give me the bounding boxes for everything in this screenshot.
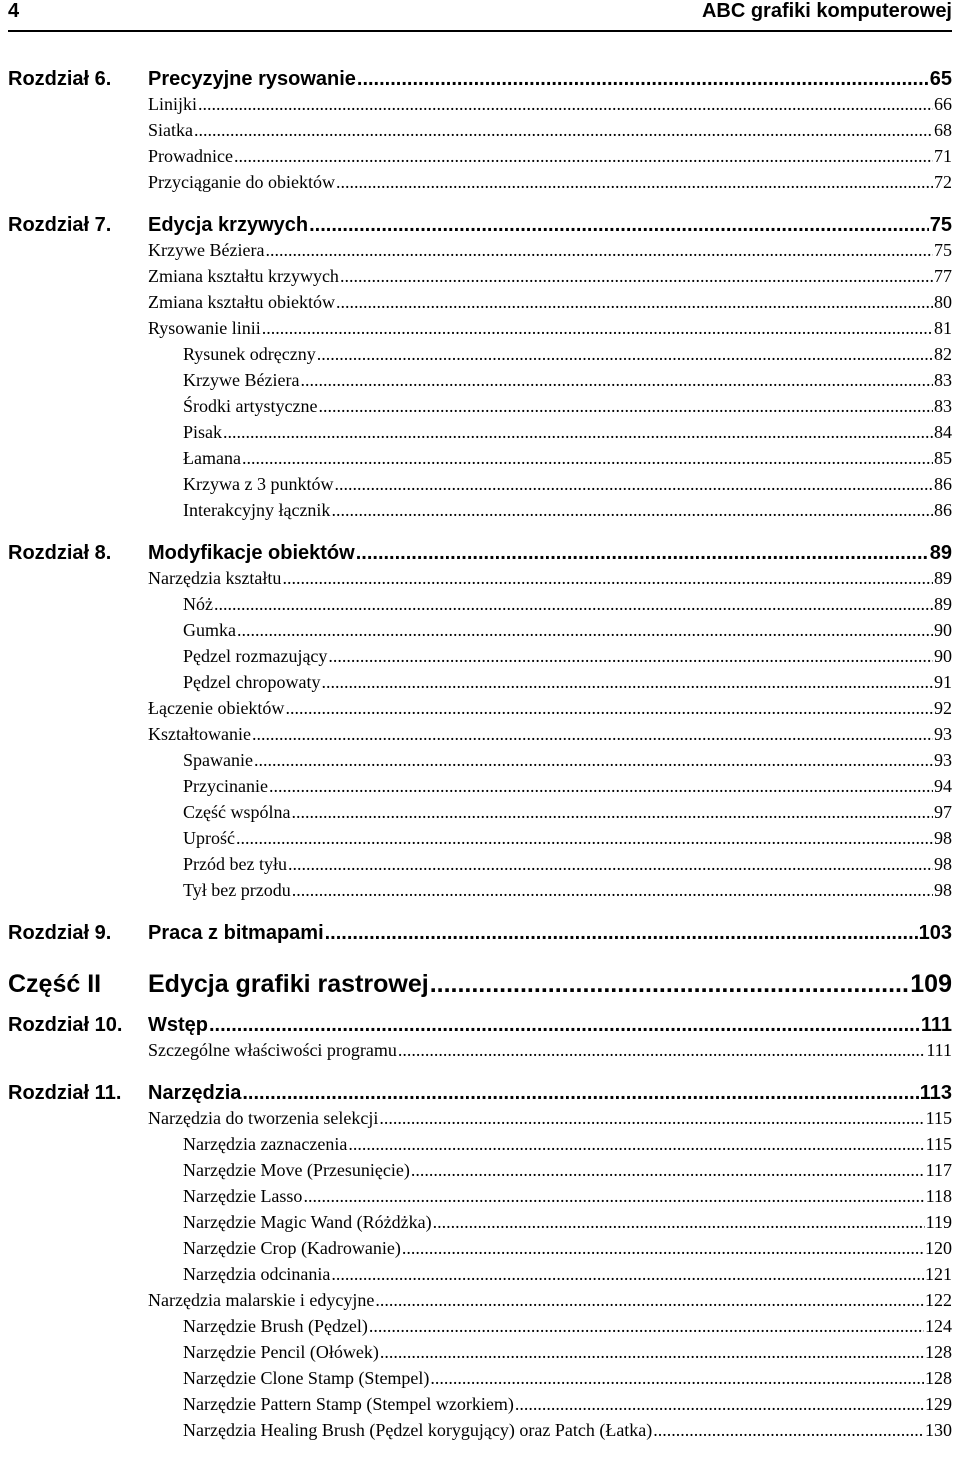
toc-page-number: 97 [934,802,952,822]
toc-page-number: 80 [934,292,952,312]
toc-page-number: 71 [934,146,952,166]
dot-leader [237,620,933,641]
toc-title: Narzędzia zaznaczenia [183,1134,348,1154]
dot-leader [269,776,933,797]
toc-title: Środki artystyczne [183,396,318,416]
toc-title: Nóż [183,594,213,614]
toc-title: Krzywe Béziera [148,240,265,260]
toc-page-number: 93 [934,750,952,770]
book-title: ABC grafiki komputerowej [701,0,952,22]
toc-title: Edycja grafiki rastrowej [148,970,429,998]
toc-page-number: 115 [925,1108,952,1128]
toc-title: Narzędzia kształtu [148,568,282,588]
toc-entry [8,1160,952,1186]
toc-page-number: 118 [925,1186,952,1206]
toc-title: Praca z bitmapami [148,922,324,944]
dot-leader [262,318,933,339]
toc-title: Rysunek odręczny [183,344,316,364]
toc-entry [8,474,952,500]
dot-leader [252,724,933,745]
toc-label: Część II [8,970,102,998]
toc-page-number: 75 [934,240,952,260]
dot-leader [236,828,933,849]
toc-title: Linijki [148,94,197,114]
toc-page-number: 103 [918,922,952,944]
toc-entry [8,698,952,724]
toc-page-number: 129 [925,1394,952,1414]
toc-page-number: 109 [910,970,952,998]
toc-entry [8,396,952,422]
toc-title: Przycinanie [183,776,268,796]
toc-title: Narzędzie Brush (Pędzel) [183,1316,368,1336]
dot-leader [242,448,933,469]
dot-leader [331,1264,924,1285]
toc-page-number: 83 [934,396,952,416]
toc-page-number: 68 [934,120,952,140]
dot-leader [223,422,933,443]
dot-leader [433,1212,925,1233]
dot-leader [317,344,933,365]
toc-page-number: 111 [920,1014,952,1036]
dot-leader [331,500,933,521]
toc-entry [8,802,952,828]
toc-page-number: 94 [934,776,952,796]
toc-title: Krzywe Béziera [183,370,300,390]
toc-entry [8,120,952,146]
toc-page-number: 82 [934,344,952,364]
toc-page-number: 111 [926,1040,952,1060]
toc-title: Narzędzie Clone Stamp (Stempel) [183,1368,430,1388]
toc-page-number: 115 [925,1134,952,1154]
toc-entry [8,1394,952,1420]
toc-page-number: 72 [934,172,952,192]
toc-page-number: 91 [934,672,952,692]
toc-entry [8,344,952,370]
dot-leader [411,1160,925,1181]
toc-title: Narzędzie Pattern Stamp (Stempel wzorkiem) [183,1394,514,1414]
dot-leader [380,1342,924,1363]
toc-title: Interakcyjny łącznik [183,500,331,520]
toc-entry [8,568,952,594]
toc-title: Siatka [148,120,193,140]
toc-title: Narzędzia [148,1082,242,1104]
toc-entry [8,172,952,198]
dot-leader [194,120,933,141]
toc-page-number: 92 [934,698,952,718]
dot-leader [234,146,933,167]
toc-entry [8,146,952,172]
toc-title: Uprość [183,828,235,848]
dot-leader [325,922,918,945]
toc-title: Wstęp [148,1014,208,1036]
toc-entry [8,500,952,526]
dot-leader [265,240,933,261]
page-number: 4 [8,0,20,22]
toc-entry [8,1134,952,1160]
toc-page-number: 120 [925,1238,952,1258]
toc-title: Edycja krzywych [148,214,309,236]
toc-title: Narzędzia odcinania [183,1264,331,1284]
dot-leader [242,1082,918,1105]
dot-leader [291,802,933,823]
toc-title: Pisak [183,422,223,442]
dot-leader [309,214,929,237]
toc-page-number: 89 [929,542,952,564]
toc-entry [8,724,952,750]
toc-page-number: 66 [934,94,952,114]
dot-leader [321,672,933,693]
toc-title: Przód bez tyłu [183,854,287,874]
dot-leader [336,172,933,193]
toc-page-number: 117 [925,1160,952,1180]
toc-title: Gumka [183,620,236,640]
toc-chapter [8,214,952,240]
dot-leader [515,1394,924,1415]
toc-entry [8,318,952,344]
dot-leader [369,1316,924,1337]
toc-title: Zmiana kształtu obiektów [148,292,335,312]
toc-title: Narzędzie Crop (Kadrowanie) [183,1238,401,1258]
dot-leader [198,94,933,115]
toc-entry [8,1212,952,1238]
toc-entry [8,1316,952,1342]
toc-title: Pędzel chropowaty [183,672,321,692]
toc-title: Pędzel rozmazujący [183,646,328,666]
toc-entry [8,1420,952,1446]
toc-page-number: 86 [934,474,952,494]
toc-chapter [8,1014,952,1040]
toc-entry [8,776,952,802]
dot-leader [318,396,933,417]
toc-entry [8,646,952,672]
toc-title: Narzędzie Move (Przesunięcie) [183,1160,410,1180]
toc-entry [8,750,952,776]
toc-entry [8,422,952,448]
toc-entry [8,672,952,698]
toc-title: Kształtowanie [148,724,251,744]
toc-entry [8,292,952,318]
toc-entry [8,1290,952,1316]
toc-entry [8,828,952,854]
toc-chapter [8,922,952,948]
toc-chapter [8,68,952,94]
toc-page-number: 83 [934,370,952,390]
toc-title: Krzywa z 3 punktów [183,474,334,494]
toc-title: Zmiana kształtu krzywych [148,266,339,286]
toc-title: Narzędzie Pencil (Ołówek) [183,1342,379,1362]
toc-page-number: 98 [934,854,952,874]
toc-title: Szczególne właściwości programu [148,1040,397,1060]
toc-page-number: 93 [934,724,952,744]
toc-title: Narzędzie Magic Wand (Różdżka) [183,1212,432,1232]
dot-leader [402,1238,924,1259]
toc-page-number: 90 [934,646,952,666]
toc-page-number: 86 [934,500,952,520]
toc-page-number: 89 [934,568,952,588]
toc-entry [8,594,952,620]
toc-title: Narzędzia do tworzenia selekcji [148,1108,379,1128]
dot-leader [379,1108,924,1129]
toc-title: Modyfikacje obiektów [148,542,355,564]
toc-page-number: 90 [934,620,952,640]
toc-entry [8,1186,952,1212]
page-header [8,0,952,32]
toc-entry [8,1264,952,1290]
dot-leader [303,1186,924,1207]
dot-leader [430,1368,924,1389]
toc-entry [8,1108,952,1134]
toc-entry [8,1238,952,1264]
dot-leader [430,970,910,999]
toc-page-number: 85 [934,448,952,468]
toc-page-number: 77 [934,266,952,286]
toc-chapter [8,542,952,568]
toc-page-number: 84 [934,422,952,442]
dot-leader [285,698,933,719]
toc-page-number: 65 [929,68,952,90]
dot-leader [357,68,929,91]
toc-title: Łączenie obiektów [148,698,285,718]
toc-chapter [8,1082,952,1108]
toc-title: Tył bez przodu [183,880,291,900]
toc-page-number: 75 [929,214,952,236]
toc-entry [8,370,952,396]
toc-entry [8,1040,952,1066]
toc-title: Łamana [183,448,241,468]
toc-entry [8,448,952,474]
toc-label: Rozdział 9. [8,922,112,944]
dot-leader [300,370,933,391]
toc-label: Rozdział 7. [8,214,112,236]
dot-leader [334,474,933,495]
toc-label: Rozdział 10. [8,1014,123,1036]
toc-page-number: 81 [934,318,952,338]
toc-entry [8,240,952,266]
toc-label: Rozdział 8. [8,542,112,564]
toc-title: Narzędzie Lasso [183,1186,303,1206]
toc-entry [8,1342,952,1368]
toc-entry [8,854,952,880]
dot-leader [292,880,933,901]
toc-page-number: 130 [925,1420,952,1440]
dot-leader [356,542,929,565]
dot-leader [340,266,933,287]
toc-part [8,970,952,996]
toc-title: Narzędzia Healing Brush (Pędzel korygujący) oraz Patch (Łatka) [183,1420,653,1440]
dot-leader [653,1420,924,1441]
toc-page-number: 124 [925,1316,952,1336]
toc-entry [8,1368,952,1394]
toc-page-number: 121 [925,1264,952,1284]
dot-leader [288,854,933,875]
toc-entry [8,880,952,906]
toc-page-number: 113 [919,1082,952,1104]
toc-entry [8,94,952,120]
toc-title: Precyzyjne rysowanie [148,68,356,90]
toc-title: Prowadnice [148,146,233,166]
toc-title: Przyciąganie do obiektów [148,172,335,192]
dot-leader [398,1040,925,1061]
toc-page-number: 98 [934,880,952,900]
toc-page-number: 98 [934,828,952,848]
dot-leader [336,292,933,313]
dot-leader [214,594,933,615]
toc-title: Część wspólna [183,802,291,822]
dot-leader [375,1290,924,1311]
dot-leader [209,1014,920,1037]
toc-label: Rozdział 6. [8,68,112,90]
toc-page-number: 122 [925,1290,952,1310]
toc-page-number: 128 [925,1368,952,1388]
toc-entry [8,266,952,292]
dot-leader [328,646,933,667]
toc-title: Narzędzia malarskie i edycyjne [148,1290,375,1310]
toc-label: Rozdział 11. [8,1082,122,1104]
toc-page-number: 128 [925,1342,952,1362]
toc-title: Spawanie [183,750,253,770]
dot-leader [254,750,933,771]
toc-entry [8,620,952,646]
dot-leader [348,1134,924,1155]
toc-title: Rysowanie linii [148,318,261,338]
toc-page-number: 119 [925,1212,952,1232]
toc-page-number: 89 [934,594,952,614]
dot-leader [282,568,933,589]
